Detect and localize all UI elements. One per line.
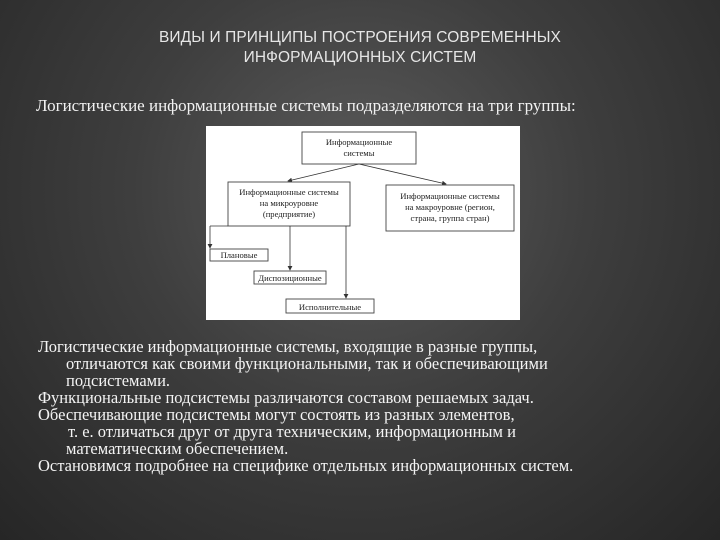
paragraph-1-line-3: подсистемами. bbox=[66, 371, 171, 390]
micro-label-1: Информационные системы bbox=[239, 187, 339, 197]
dispositive-label: Диспозиционные bbox=[258, 273, 322, 283]
classification-diagram bbox=[206, 126, 520, 320]
paragraph-3-line-1: Обеспечивающие подсистемы могут состоять из разных элементов, bbox=[38, 405, 515, 424]
macro-label-2: на макроуровне (регион, bbox=[405, 202, 495, 212]
micro-label-3: (предприятие) bbox=[262, 209, 316, 219]
root-box-label-1: Информационные bbox=[325, 137, 393, 147]
paragraph-1 bbox=[38, 338, 708, 389]
micro-label-2: на микроуровне bbox=[259, 198, 319, 208]
macro-label-1: Информационные системы bbox=[400, 191, 500, 201]
paragraph-4-line-1: Остановимся подробнее на специфике отдельных информационных систем. bbox=[38, 456, 574, 475]
paragraph-3-line-2: т. е. отличаться друг от друга техническим, информационным и bbox=[68, 422, 516, 441]
paragraph-1-line-2: отличаются как своими функциональными, так и обеспечивающими bbox=[66, 354, 548, 373]
macro-label-3: страна, группа стран) bbox=[410, 213, 490, 223]
intro-text: Логистические информационные системы подразделяются на три группы: bbox=[36, 96, 576, 115]
arrow-root-to-macro bbox=[359, 164, 446, 184]
paragraph-3 bbox=[38, 406, 708, 457]
root-box-label-2: системы bbox=[343, 148, 375, 158]
slide-title bbox=[0, 28, 720, 68]
paragraph-2-line-1: Функциональные подсистемы различаются составом решаемых задач. bbox=[38, 388, 534, 407]
arrow-root-to-micro bbox=[288, 164, 359, 181]
planned-label: Плановые bbox=[220, 250, 258, 260]
body-text bbox=[38, 338, 708, 474]
paragraph-2 bbox=[38, 389, 708, 406]
slide-title-line-1: ВИДЫ И ПРИНЦИПЫ ПОСТРОЕНИЯ СОВРЕМЕННЫХ bbox=[158, 29, 562, 46]
paragraph-4 bbox=[38, 457, 708, 474]
paragraph-1-line-1: Логистические информационные системы, входящие в разные группы, bbox=[38, 337, 538, 356]
executive-label: Исполнительные bbox=[298, 302, 362, 312]
slide-title-line-2: ИНФОРМАЦИОННЫХ СИСТЕМ bbox=[243, 49, 477, 66]
paragraph-3-line-3: математическим обеспечением. bbox=[66, 439, 289, 458]
